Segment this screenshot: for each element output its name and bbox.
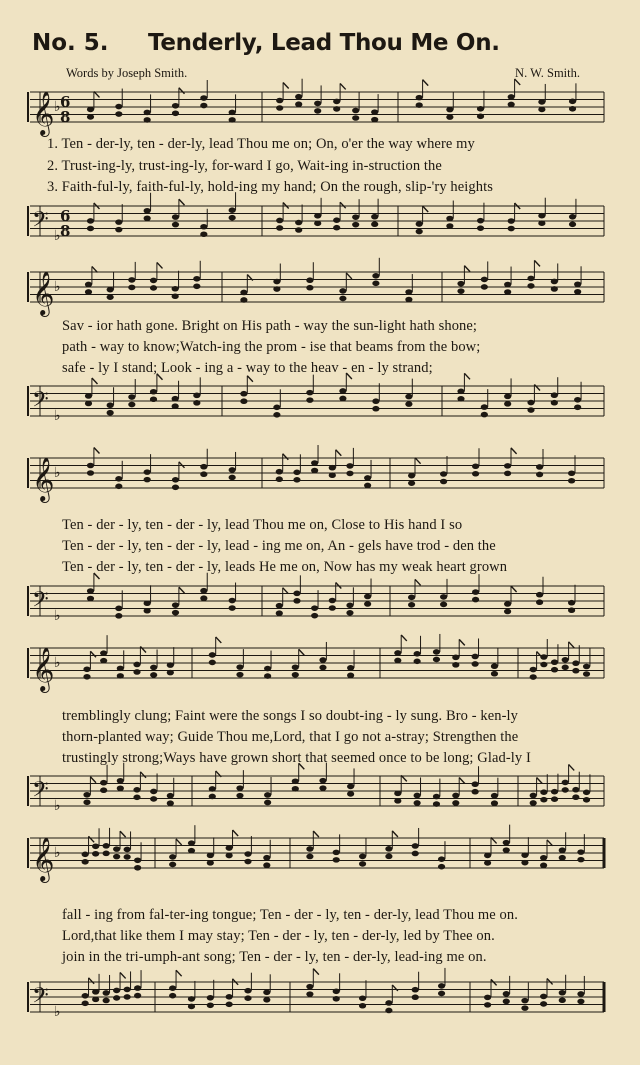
svg-text:𝄞: 𝄞 — [32, 91, 55, 135]
bass-staff — [0, 196, 640, 254]
svg-text:𝄞: 𝄞 — [32, 647, 55, 691]
bass-staff — [0, 766, 640, 824]
svg-text:𝄞: 𝄞 — [32, 457, 55, 501]
lyric-line: 1. Ten - der-ly, ten - der-ly, lead Thou me on; On, o'er the way where my — [47, 136, 475, 152]
treble-staff — [0, 82, 640, 140]
treble-staff — [0, 638, 640, 696]
music-credit: N. W. Smith. — [515, 66, 580, 80]
lyric-line: Ten - der - ly, ten - der - ly, lead - ing me on, An - gels have trod - den the — [62, 538, 496, 554]
svg-text:𝄢: 𝄢 — [32, 207, 49, 238]
svg-text:𝄢: 𝄢 — [32, 777, 49, 808]
svg-text:♭: ♭ — [54, 608, 61, 624]
bass-staff — [0, 972, 640, 1030]
svg-text:6: 6 — [60, 207, 71, 225]
lyric-line: path - way to know;Watch-ing the prom - ise that beams from the bow; — [62, 339, 481, 355]
svg-text:8: 8 — [60, 222, 71, 240]
lyric-line: 3. Faith-ful-ly, faith-ful-ly, hold-ing my hand; On the rough, slip-'ry heights — [47, 179, 493, 195]
treble-staff — [0, 448, 640, 506]
lyric-line: Ten - der - ly, ten - der - ly, leads He me on, Now has my weak heart grown — [62, 559, 508, 575]
svg-text:♭: ♭ — [54, 99, 61, 115]
bass-staff — [0, 376, 640, 434]
svg-text:𝄢: 𝄢 — [32, 983, 49, 1014]
svg-text:♭: ♭ — [54, 798, 61, 814]
svg-text:8: 8 — [60, 108, 71, 126]
lyric-line: tremblingly clung; Faint were the songs I so doubt-ing - ly sung. Bro - ken-ly — [62, 708, 519, 724]
lyric-line: join in the tri-umph-ant song; Ten - der - ly, ten - der-ly, lead-ing me on. — [62, 949, 487, 965]
lyric-line: thorn-planted way; Guide Thou me,Lord, that I go not a-stray; Strengthen the — [62, 729, 519, 745]
words-credit: Words by Joseph Smith. — [66, 66, 188, 80]
svg-text:𝄞: 𝄞 — [32, 837, 55, 881]
lyric-line: Lord,that like them I may stay; Ten - der - ly, ten - der-ly, led by Thee on. — [62, 928, 495, 944]
lyric-line: Sav - ior hath gone. Bright on His path - way the sun-light hath shone; — [62, 318, 478, 334]
lyric-line: fall - ing from fal-ter-ing tongue; Ten - der - ly, ten - der-ly, lead Thou me on. — [62, 907, 518, 923]
svg-text:𝄢: 𝄢 — [32, 387, 49, 418]
lyric-line: 2. Trust-ing-ly, trust-ing-ly, for-ward I go, Wait-ing in-struction the — [47, 158, 442, 174]
svg-text:♭: ♭ — [54, 408, 61, 424]
lyric-line: Ten - der - ly, ten - der - ly, lead Thou me on, Close to His hand I so — [62, 517, 463, 533]
svg-text:♭: ♭ — [54, 845, 61, 861]
svg-text:♭: ♭ — [54, 228, 61, 244]
lyric-line: trustingly strong;Ways have grown short that seemed once to be long; Glad-ly I — [62, 750, 531, 766]
treble-staff — [0, 262, 640, 320]
treble-staff — [0, 828, 640, 886]
svg-text:♭: ♭ — [54, 655, 61, 671]
lyric-line: safe - ly I stand; Look - ing a - way to the heav - en - ly strand; — [62, 360, 433, 376]
hymn-title: Tenderly, Lead Thou Me On. — [148, 30, 500, 56]
svg-text:♭: ♭ — [54, 465, 61, 481]
svg-text:♭: ♭ — [54, 279, 61, 295]
hymn-number: No. 5. — [32, 30, 109, 56]
svg-text:𝄢: 𝄢 — [32, 587, 49, 618]
svg-text:𝄞: 𝄞 — [32, 271, 55, 315]
svg-text:♭: ♭ — [54, 1004, 61, 1020]
svg-text:6: 6 — [60, 93, 71, 111]
bass-staff — [0, 576, 640, 634]
